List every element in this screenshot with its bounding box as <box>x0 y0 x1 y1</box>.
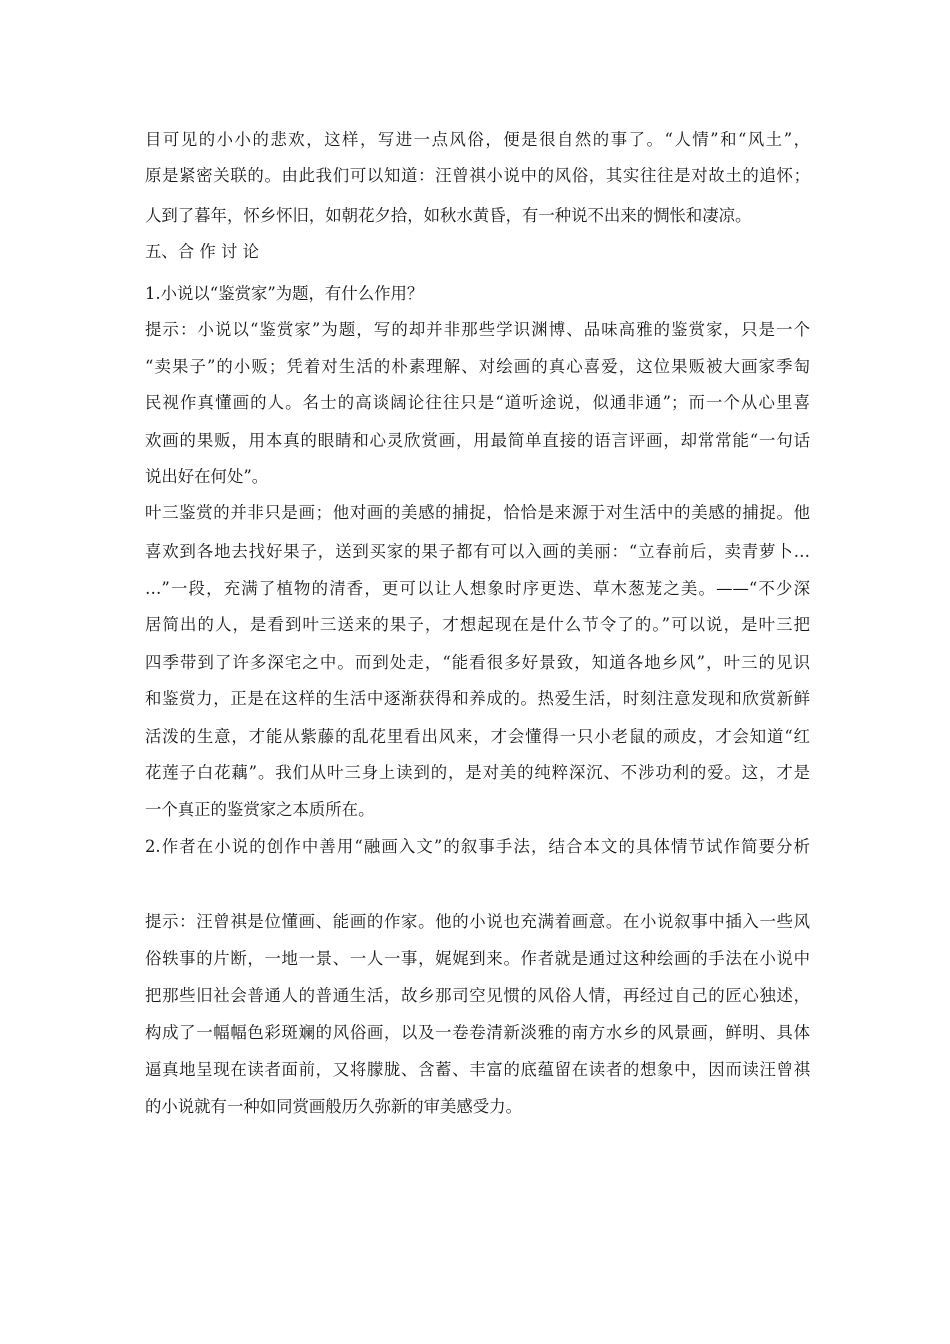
paragraph-line: 民视作真懂画的人。名士的高谈阔论往往只是“道听途说，似通非通”；而一个从心里喜 <box>145 393 810 412</box>
question-heading: 2.作者在小说的创作中善用“融画入文”的叙事手法，结合本文的具体情节试作简要分析 <box>145 837 810 856</box>
section-heading: 五、合 作 讨 论 <box>145 242 259 261</box>
paragraph-line: 人到了暮年，怀乡怀旧，如朝花夕拾，如秋水黄昏，有一种说不出来的惆怅和凄凉。 <box>145 206 752 225</box>
paragraph-line: 原是紧密关联的。由此我们可以知道：汪曾祺小说中的风俗，其实往往是对故土的追怀； <box>145 166 810 185</box>
paragraph-line: 花莲子白花藕”。我们从叶三身上读到的，是对美的纯粹深沉、不涉功利的爱。这，才是 <box>145 763 810 782</box>
paragraph-line: 一个真正的鉴赏家之本质所在。 <box>145 800 375 819</box>
paragraph-line: 提示：汪曾祺是位懂画、能画的作家。他的小说也充满着画意。在小说叙事中插入一些风 <box>145 912 810 931</box>
paragraph-line: 把那些旧社会普通人的普通生活，故乡那司空见惯的风俗人情，再经过自己的匠心独述， <box>145 986 810 1005</box>
paragraph-line: 构成了一幅幅色彩斑斓的风俗画，以及一卷卷清新淡雅的南方水乡的风景画，鲜明、具体 <box>145 1023 810 1042</box>
paragraph-line: 和鉴赏力，正是在这样的生活中逐渐获得和养成的。热爱生活，时刻注意发现和欣赏新鲜 <box>145 689 810 708</box>
paragraph-line: 叶三鉴赏的并非只是画；他对画的美感的捕捉，恰恰是来源于对生活中的美感的捕捉。他 <box>145 503 810 522</box>
paragraph-line: 提示：小说以“鉴赏家”为题，写的却并非那些学识渊博、品味高雅的鉴赏家，只是一个 <box>145 320 810 339</box>
paragraph-line: 的小说就有一种如同赏画般历久弥新的审美感受力。 <box>145 1097 522 1116</box>
paragraph-line: 欢画的果贩，用本真的眼睛和心灵欣赏画，用最简单直接的语言评画，却常常能“一句话 <box>145 431 810 450</box>
paragraph-line: 活泼的生意，才能从紫藤的乱花里看出风来，才会懂得一只小老鼠的顽皮，才会知道“红 <box>145 727 810 746</box>
paragraph-line: 俗轶事的片断，一地一景、一人一事，娓娓到来。作者就是通过这种绘画的手法在小说中 <box>145 949 810 968</box>
paragraph-line: 说出好在何处”。 <box>145 467 269 486</box>
paragraph-line: 喜欢到各地去找好果子，送到买家的果子都有可以入画的美丽：“立春前后，卖青萝卜… <box>145 542 810 561</box>
paragraph-line: 逼真地呈现在读者面前，又将朦胧、含蓄、丰富的底蕴留在读者的想象中，因而读汪曾祺 <box>145 1060 810 1079</box>
paragraph-line: …”一段，充满了植物的清香，更可以让人想象时序更迭、草木葱茏之美。——“不少深 <box>145 579 810 598</box>
question-heading: 1.小说以“鉴赏家”为题，有什么作用？ <box>145 284 424 303</box>
paragraph-line: 四季带到了许多深宅之中。而到处走，“能看很多好景致，知道各地乡风”，叶三的见识 <box>145 653 810 672</box>
paragraph-line: 目可见的小小的悲欢，这样，写进一点风俗，便是很自然的事了。“人情”和“风土”， <box>145 130 810 149</box>
paragraph-line: 居简出的人，是看到叶三送来的果子，才想起现在是什么节令了的。”可以说，是叶三把 <box>145 615 810 634</box>
paragraph-line: “卖果子”的小贩；凭着对生活的朴素理解、对绘画的真心喜爱，这位果贩被大画家季匋 <box>145 357 810 376</box>
